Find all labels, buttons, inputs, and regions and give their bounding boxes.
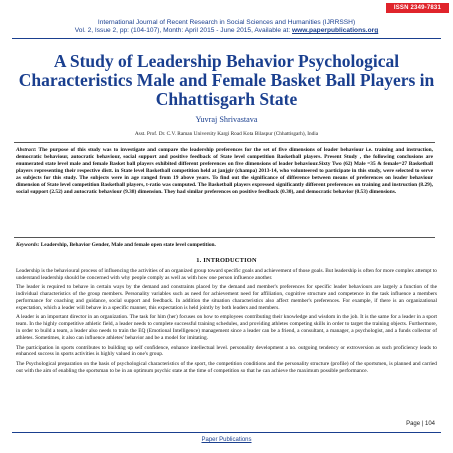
paper-title: A Study of Leadership Behavior Psychological Characteristics Male and Female Basket Ball Players in Chhattisgarh State: [18, 51, 435, 109]
abstract: [14, 142, 435, 238]
author-name: Yuvraj Shrivastava: [195, 115, 258, 124]
paragraph: The leader is required to behave in certain ways by the demand and constraints placed by the demand and member's preferences for specific leader behaviours are largely a function of the individual characteristics of the group members. Personality variables such as need for achievement need for affiliation, cognitive structure and competence in the task influence a members performance for coaching and guidance, social support and feedback. In addition the situation characteristics also affect member's preferences. For example, if there is an organizational expectation, which a leader will behave in a specific manner, this expectation is held jointly by both leaders and members.: [16, 284, 437, 312]
website-link[interactable]: www.paperpublications.org: [292, 27, 379, 34]
header-divider: [12, 38, 441, 39]
keywords: [16, 242, 437, 249]
abstract-label: Abstract:: [16, 147, 37, 153]
paragraph: Leadership is the behavioural process of influencing the activities of an organized group toward specific goals and achievement of those goals. But leadership is often for more complex attempt to understand leadership should be concerned with why people comply as well as with how one person influence another.: [16, 268, 437, 281]
footer-divider: [12, 432, 441, 433]
paragraph: A leader is an important director in an organization. The task for him (her) focuses on how to employees contributing their knowledge and wisdom in the job. It is the same for a leader in a sport team. In the highly competitive athletic field, a leader needs to complete successful training schedules, and providing athletes competing skills in order to target the training objects. Furthermore, in order to build a team, a leader also needs to train the EQ (Emotional Intelligence) management since a leader can be a friend, a consultant, a manager, a psychologist, and a funds collector of athletes. Sometimes, it also can influence athletes' behavior and be a model for imitating.: [16, 314, 437, 342]
abstract-text: The purpose of this study was to investigate and compare the leadership preferences for the set of five dimensions of leader behaviour i.e. training and instruction, democratic behaviour, autocratic behaviour, social support and positive feedback of State level competition Basketball players. Present Study , the following conclusions are enumerated state level male and female Basket ball players exhibited different preferences on five dimensions of leader behaviour.Sixty Two (62) Male =35 & female=27 Basketball players representing their respective distt. in State level Basketball competition held at janjgir (champa) 2013-14, who volunteered to participate in this study, were selected to serve as subjects for this study. The subjects were in age ranged from 19 above years. To find out the significance of difference between means of preferences on leader behaviour dimension of State level competition Basketball players, t-ratio was computed. The Basketball players expressed significantly different preferences on training and instruction (8.29), social support (2.52) and autocratic behaviour (9.38) dimension. They had similar preferences on positive feedback (0.30), and democratic behavior (0.53) dimensions.: [16, 147, 433, 195]
issn-badge: ISSN 2349-7831: [386, 3, 449, 13]
page-number: Page | 104: [406, 421, 435, 427]
volume-info: Vol. 2, Issue 2, pp: (104-107), Month: April 2015 - June 2015, Available at: www.paperpublications.org: [74, 27, 379, 34]
journal-name: International Journal of Recent Research in Social Sciences and Humanities (IJRRSSH): [97, 19, 356, 26]
journal-header: [0, 19, 453, 35]
body-text: [16, 268, 437, 377]
paragraph: The Psychological preparation on the basis of psychological characteristics of the sport, the competition conditions and the personality structure (profile) of the sportsmen, is planned and carried out with the aim of enabling the sportsman to be in an optimum psychic state at the time of competition so that he can achieve the maximum possible performance.: [16, 360, 437, 374]
publisher-link[interactable]: Paper Publications: [201, 437, 252, 443]
keywords-text: Leadership, Behavior Gender, Male and female open state level competition.: [39, 242, 216, 248]
section-heading: 1. INTRODUCTION: [196, 257, 257, 264]
keywords-label: Keywords:: [16, 242, 40, 248]
footer: [0, 437, 453, 443]
author-affiliation: Asst. Prof. Dr. C.V. Raman University Kargi Road Kota Bilaspur (Chhattisgarh), India: [134, 131, 319, 137]
paragraph: The participation in sports contributes to building up self confidence, enhance intellectual level. personality development a no. outgoing tendency or extroversion as such proficiency leads to enhanced success in sports activities is highly valued in one's group.: [16, 344, 437, 358]
